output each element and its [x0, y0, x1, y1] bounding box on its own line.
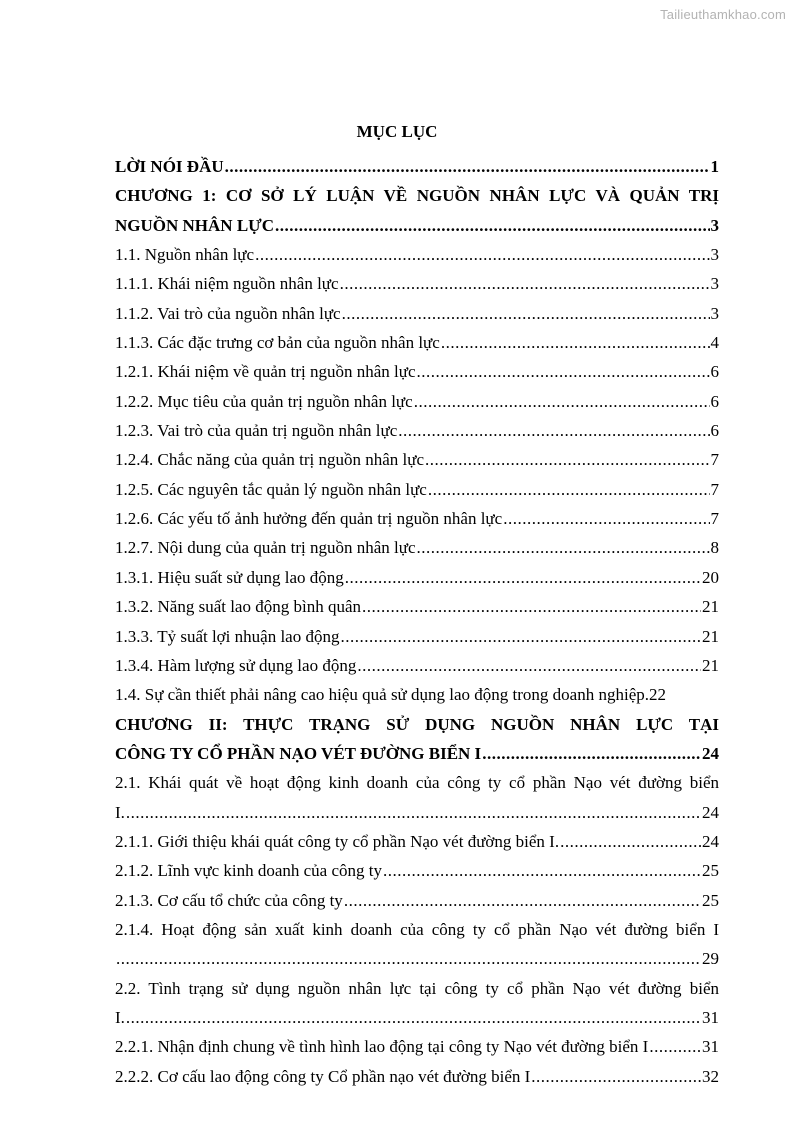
toc-page-number: 3 — [710, 303, 719, 323]
toc-leader-dots — [482, 739, 701, 768]
toc-page-number: 24 — [702, 802, 719, 822]
toc-page-number: 7 — [710, 450, 719, 470]
toc-entry-label: 1.1.3. Các đặc trưng cơ bản của nguồn nhân lực — [115, 333, 440, 353]
toc-leader-dots — [417, 533, 710, 562]
toc-entry-label: 2.1.2. Lĩnh vực kinh doanh của công ty — [115, 861, 382, 881]
toc-entry[interactable] — [115, 357, 719, 386]
toc-entry[interactable] — [115, 328, 719, 357]
toc-entry[interactable] — [115, 651, 719, 680]
toc-leader-dots — [417, 357, 710, 386]
toc-entry[interactable] — [115, 710, 719, 739]
table-of-contents — [115, 152, 719, 1091]
toc-page-number: 21 — [702, 626, 719, 646]
toc-entry-text: CHƯƠNG 1: CƠ SỞ LÝ LUẬN VỀ NGUỒN NHÂN LỰC VÀ QUẢN TRỊ — [115, 186, 719, 206]
toc-entry-text: 2.1.4. Hoạt động sản xuất kinh doanh của công ty cổ phần Nạo vét đường biển I — [115, 919, 719, 939]
toc-page-number: 25 — [702, 861, 719, 881]
toc-leader-dots — [126, 798, 701, 827]
toc-entry[interactable] — [115, 915, 719, 944]
toc-entry-label: 1.2.3. Vai trò của quản trị nguồn nhân lực — [115, 421, 398, 441]
toc-leader-dots — [560, 827, 701, 856]
toc-leader-dots — [428, 475, 710, 504]
toc-entry[interactable] — [115, 1062, 719, 1091]
toc-entry-label: 2.1.3. Cơ cấu tổ chức của công ty — [115, 890, 343, 910]
toc-page-number: 3 — [710, 245, 719, 265]
toc-leader-dots — [345, 563, 701, 592]
toc-page-number: 6 — [710, 421, 719, 441]
toc-entry[interactable] — [115, 533, 719, 562]
toc-leader-dots — [342, 299, 710, 328]
toc-page-number: 24 — [702, 743, 719, 763]
toc-page-number: 31 — [702, 1037, 719, 1057]
toc-page-number: 3 — [710, 274, 719, 294]
toc-entry-label: 1.2.4. Chắc năng của quản trị nguồn nhân lực — [115, 450, 424, 470]
toc-entry-label: 1.3.2. Năng suất lao động bình quân — [115, 597, 361, 617]
toc-leader-dots — [441, 328, 710, 357]
page-title: MỤC LỤC — [356, 122, 438, 141]
toc-page-number: 7 — [710, 509, 719, 529]
toc-entry-label: 1.1.2. Vai trò của nguồn nhân lực — [115, 303, 341, 323]
toc-leader-dots — [116, 944, 701, 973]
toc-leader-dots — [126, 1003, 701, 1032]
toc-entry-label: 1.4. Sự cần thiết phải nâng cao hiệu quả sử dụng lao động trong doanh nghiệp. — [115, 685, 649, 705]
toc-leader-dots — [398, 416, 709, 445]
toc-entry-text: CHƯƠNG II: THỰC TRẠNG SỬ DỤNG NGUỒN NHÂN LỰC TẠI — [115, 714, 719, 734]
toc-page-number: 31 — [702, 1007, 719, 1027]
toc-page-number: 6 — [710, 391, 719, 411]
toc-entry[interactable] — [115, 152, 719, 181]
toc-page-number: 22 — [649, 685, 666, 705]
toc-entry-label: LỜI NÓI ĐẦU — [115, 157, 224, 176]
toc-entry-label: 2.2.2. Cơ cấu lao động công ty Cổ phần nạo vét đường biển I — [115, 1066, 531, 1086]
toc-entry[interactable] — [115, 592, 719, 621]
toc-entry[interactable] — [115, 622, 719, 651]
toc-page-number: 20 — [702, 567, 719, 587]
toc-page-number: 6 — [710, 362, 719, 382]
toc-entry[interactable] — [115, 827, 719, 856]
toc-leader-dots — [255, 240, 709, 269]
toc-entry-label: NGUỒN NHÂN LỰC — [115, 215, 274, 235]
toc-page-number: 1 — [710, 157, 719, 176]
toc-page-number: 21 — [702, 597, 719, 617]
toc-leader-dots — [344, 886, 701, 915]
toc-entry-label: CÔNG TY CỔ PHẦN NẠO VÉT ĐƯỜNG BIỂN I — [115, 743, 482, 763]
toc-entry[interactable] — [115, 445, 719, 474]
toc-entry-text: 2.1. Khái quát về hoạt động kinh doanh của công ty cổ phần Nạo vét đường biển — [115, 773, 719, 793]
toc-entry[interactable] — [115, 739, 719, 768]
toc-leader-dots — [362, 592, 701, 621]
toc-entry[interactable] — [115, 856, 719, 885]
toc-leader-dots — [531, 1062, 701, 1091]
toc-leader-dots — [275, 211, 710, 240]
toc-entry[interactable] — [115, 1032, 719, 1061]
toc-page-number: 32 — [702, 1066, 719, 1086]
toc-leader-dots — [503, 504, 709, 533]
toc-entry[interactable] — [115, 387, 719, 416]
toc-entry[interactable] — [115, 563, 719, 592]
toc-page-number: 7 — [710, 479, 719, 499]
toc-entry-label: 1.3.4. Hàm lượng sử dụng lao động — [115, 655, 357, 675]
toc-entry-label: 1.3.1. Hiệu suất sử dụng lao động — [115, 567, 344, 587]
toc-entry-label: 1.1.1. Khái niệm nguồn nhân lực — [115, 274, 339, 294]
toc-entry[interactable] — [115, 1003, 719, 1032]
toc-entry[interactable] — [115, 269, 719, 298]
toc-entry[interactable] — [115, 299, 719, 328]
toc-entry-label: I. — [115, 1007, 125, 1027]
toc-entry-label: 1.2.7. Nội dung của quản trị nguồn nhân lực — [115, 538, 416, 558]
toc-page-number: 24 — [702, 831, 719, 851]
toc-leader-dots — [225, 152, 710, 181]
toc-entry[interactable] — [115, 974, 719, 1003]
toc-entry[interactable] — [115, 886, 719, 915]
toc-page-number: 8 — [710, 538, 719, 558]
toc-page-number: 4 — [710, 333, 719, 353]
toc-entry[interactable] — [115, 475, 719, 504]
toc-entry-label: I. — [115, 802, 125, 822]
toc-entry-text: 2.2. Tình trạng sử dụng nguồn nhân lực tại công ty cổ phần Nạo vét đường biển — [115, 978, 719, 998]
toc-entry-label: 1.2.5. Các nguyên tắc quản lý nguồn nhân lực — [115, 479, 427, 499]
toc-entry-label: 1.2.6. Các yếu tố ảnh hưởng đến quản trị nguồn nhân lực — [115, 509, 503, 529]
toc-entry-label: 1.2.2. Mục tiêu của quản trị nguồn nhân lực — [115, 391, 413, 411]
toc-entry[interactable] — [115, 768, 719, 797]
toc-page-number: 3 — [710, 215, 719, 235]
toc-entry[interactable] — [115, 944, 719, 973]
toc-page-number: 21 — [702, 655, 719, 675]
toc-entry[interactable] — [115, 798, 719, 827]
toc-entry[interactable] — [115, 211, 719, 240]
toc-entry-label: 2.1.1. Giới thiệu khái quát công ty cổ phần Nạo vét đường biển I. — [115, 831, 560, 851]
toc-entry-label: 1.1. Nguồn nhân lực — [115, 245, 255, 265]
toc-entry-label: 2.2.1. Nhận định chung về tình hình lao động tại công ty Nạo vét đường biển I — [115, 1037, 649, 1057]
toc-entry-label: 1.2.1. Khái niệm về quản trị nguồn nhân lực — [115, 362, 416, 382]
toc-entry[interactable] — [115, 680, 719, 709]
toc-entry[interactable] — [115, 504, 719, 533]
toc-entry[interactable] — [115, 181, 719, 210]
toc-leader-dots — [649, 1032, 701, 1061]
toc-entry[interactable] — [115, 416, 719, 445]
toc-entry-label: 1.3.3. Tỷ suất lợi nhuận lao động — [115, 626, 340, 646]
toc-leader-dots — [414, 387, 710, 416]
toc-leader-dots — [340, 622, 701, 651]
toc-page-number: 25 — [702, 890, 719, 910]
toc-leader-dots — [340, 269, 710, 298]
toc-leader-dots — [425, 445, 710, 474]
toc-entry[interactable] — [115, 240, 719, 269]
toc-leader-dots — [383, 856, 701, 885]
watermark-text: Tailieuthamkhao.com — [660, 7, 786, 22]
toc-page-number: 29 — [702, 949, 719, 969]
toc-leader-dots — [357, 651, 701, 680]
